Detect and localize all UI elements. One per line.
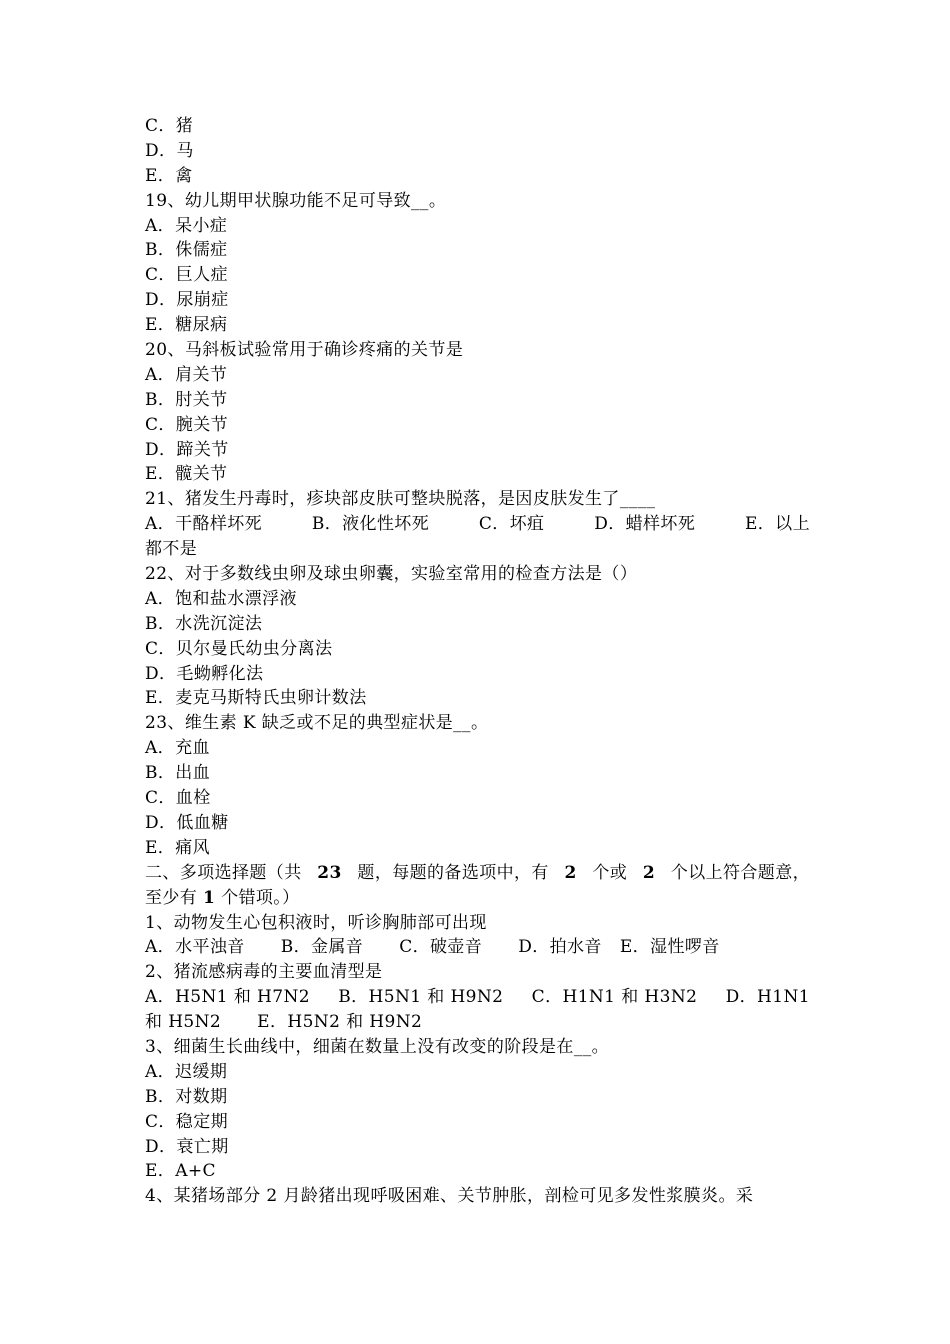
options-row-continued [145,1010,810,1035]
option-count: 2 [642,862,656,883]
option-d: D．拍水音 [518,937,602,958]
option-b: B．对数期 [145,1086,228,1107]
document-body [145,114,810,1209]
option-b: B．金属音 [280,937,364,958]
question-count: 23 [317,862,342,883]
option-c: C．稳定期 [145,1111,229,1132]
option-d: D．毛蚴孵化法 [145,663,264,684]
option-e: E．H5N2 和 H9N2 [257,1012,423,1033]
option-a: A．干酪样坏死 [145,514,263,535]
option-d: D．蹄关节 [145,439,229,460]
option-a: A．水平浊音 [145,937,245,958]
option-c: C．巨人症 [145,265,229,286]
option-b: B．液化性坏死 [311,514,430,535]
option-b: B．出血 [145,763,211,784]
question-20: 20、马斜板试验常用于确诊疼痛的关节是 [145,340,464,361]
option-c: C．破壶音 [399,937,483,958]
question-21: 21、猪发生丹毒时，疹块部皮肤可整块脱落，是因皮肤发生了____ [145,489,656,510]
question-m4: 4、某猪场部分 2 月龄猪出现呼吸困难、关节肿胀，剖检可见多发性浆膜炎。采 [145,1186,754,1207]
option-e: E．痛风 [145,837,211,858]
option-d: D．蜡样坏死 [594,514,696,535]
option-d: D．马 [145,140,194,161]
options-row [145,512,810,537]
option-c: C．腕关节 [145,414,229,435]
option-d: D．尿崩症 [145,290,229,311]
question-19: 19、幼儿期甲状腺功能不足可导致__。 [145,190,447,211]
option-c: C．猪 [145,116,194,136]
option-b: B．侏儒症 [145,240,228,261]
question-m1: 1、动物发生心包积液时，听诊胸肺部可出现 [145,912,487,933]
option-e: E．糖尿病 [145,315,228,336]
option-c: C．坏疽 [478,514,545,535]
option-c: C．H1N1 和 H3N2 [531,987,698,1008]
option-a: A．呆小症 [145,215,228,236]
option-c: C．贝尔曼氏幼虫分离法 [145,638,333,659]
section-heading-text: 个错项。） [221,887,300,908]
option-d: D．H1N1 [725,987,810,1008]
section-heading-continued [145,886,810,911]
option-c: C．血栓 [145,788,211,809]
option-a: A．肩关节 [145,364,228,385]
section-heading-text: 二、多项选择题（共 [145,862,302,883]
section-heading-text: 个以上符合题意， [670,862,810,883]
option-a: A．充血 [145,738,210,759]
option-e: E．髋关节 [145,464,228,485]
question-23: 23、维生素 K 缺乏或不足的典型症状是__。 [145,713,489,734]
option-e: E．麦克马斯特氏虫卵计数法 [145,688,367,709]
option-a: A．迟缓期 [145,1061,228,1082]
option-d: D．衰亡期 [145,1136,229,1157]
question-22: 22、对于多数线虫卵及球虫卵囊，实验室常用的检查方法是（） [145,564,638,585]
option-b: B．肘关节 [145,389,228,410]
option-b: B．水洗沉淀法 [145,613,263,634]
option-count: 2 [564,862,577,883]
option-e: E．以上 [744,514,810,535]
option-a: A．饱和盐水漂浮液 [145,588,297,609]
section-heading-text: 至少有 [145,887,198,908]
options-row [145,985,810,1010]
option-e: E．A+C [145,1161,216,1182]
option-d: D．低血糖 [145,812,229,833]
options-row [145,935,810,960]
section-heading-text: 题，每题的备选项中，有 [357,862,549,883]
section-heading-text: 个或 [592,862,628,883]
question-m2: 2、猪流感病毒的主要血清型是 [145,962,383,983]
option-e: E．禽 [145,165,193,186]
section-heading [145,861,810,886]
option-d-continued: 和 H5N2 [145,1012,222,1033]
option-b: B．H5N1 和 H9N2 [338,987,504,1008]
wrong-count: 1 [203,887,216,908]
option-a: A．H5N1 和 H7N2 [145,987,310,1008]
question-m3: 3、细菌生长曲线中，细菌在数量上没有改变的阶段是在__。 [145,1036,610,1057]
option-e: E．湿性啰音 [619,937,720,958]
option-e-continued: 都不是 [145,539,198,560]
